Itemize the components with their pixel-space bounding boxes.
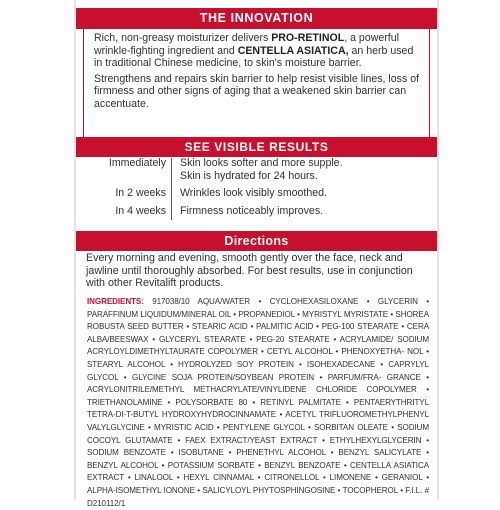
results-what-firmness: Firmness noticeably improves.	[180, 205, 324, 217]
innovation-heading-band	[76, 8, 437, 29]
results-when-immediately: Immediately	[108, 157, 166, 169]
innovation-text: an herb used in traditional Chinese medicine, to skin's moisture barrier.	[94, 44, 414, 70]
innovation-text: Rich, non-greasy moisturizer delivers	[94, 32, 272, 44]
directions-text: Every morning and evening, smooth gently over the face, neck and jawline until thoroughly absorbed. For best results, use in conjunction with other Revitalift products.	[86, 252, 413, 290]
ingredients-text: 917038/10 AQUA/WATER • CYCLOHEXASILOXANE • GLYCERIN • PARAFFINUM LIQUIDUM/MINERAL OIL • PROPANEDIOL • MYRISTYL MYRISTATE • SHOREA ROBUSTA SEED BUTTER • STEARIC ACID • PALMITIC ACID • PEG-100 STEARATE • CERA ALBA/BEESWAX • GLYCERYL STEARATE • PEG-20 STEARATE • ACRYLAMIDE/ SODIUM ACRYLOYLDIMETHYLTAURATE COPOLYMER • CETYL ALCOHOL • PHENOXYETHA- NOL • STEARYL ALCOHOL • HYDROLYZED SOY PROTEIN • ISOHEXADECANE • CAPRYLYL GLYCOL • GLYCINE SOJA PROTEIN/SOYBEAN PROTEIN • PARFUM/FRA- GRANCE • ACRYLONITRILE/METHYL METHACRYLATE/VINYLIDENE CHLORIDE COPOLYMER • TRIETHANOLAMINE • POLYSORBATE 80 • RETINYL PALMITATE • PENTAERYTHRITYL TETRA-DI-T-BUTYL HYDROXYHYDROCINNAMATE • ACETYL TRIFLUOROMETHYLPHENYL VALYLGLYCINE • MYRISTIC ACID • PENTYLENE GLYCOL • SORBITAN OLEATE • SODIUM COCOYL GLUTAMATE • FAEX EXTRACT/YEAST EXTRACT • ETHYLHEXYLGLYCERIN • SODIUM BENZOATE • ISOBUTANE • PHENETHYL ALCOHOL • BENZYL SALICYLATE • BENZYL ALCOHOL • POTASSIUM SORBATE • BENZYL BENZOATE • CENTELLA ASIATICA EXTRACT • LINALOOL • HEXYL CINNAMAL • CITRONELLOL • LIMONENE • GERANIOL • ALPHA-ISOMETHYL IONONE • SALICYLOYL PHYTOSPHINGOSINE • TOCOPHEROL • F.I.L. # D210112/1	[87, 297, 429, 508]
results-what-hydrated: Skin is hydrated for 24 hours.	[180, 170, 318, 182]
ingredients-list	[87, 296, 429, 510]
results-heading: SEE VISIBLE RESULTS	[184, 140, 329, 154]
innovation-box	[83, 29, 430, 142]
results-what-wrinkles: Wrinkles look visibly smoothed.	[180, 187, 327, 199]
results-what-softer: Skin looks softer and more supple.	[180, 157, 343, 169]
directions-heading: Directions	[224, 234, 289, 248]
results-when-4-weeks: In 4 weeks	[115, 205, 166, 217]
centella-text: CENTELLA ASIATICA,	[237, 44, 349, 57]
innovation-text: , a powerful wrinkle-fighting ingredient and	[94, 32, 399, 57]
product-box-panel	[74, 0, 439, 508]
results-heading-band	[76, 137, 437, 157]
directions-heading-band	[76, 231, 437, 251]
innovation-paragraph-2: Strengthens and repairs skin barrier to help resist visible lines, loss of firmness and other signs of aging that a weakened skin barrier can accentuate.	[94, 72, 420, 110]
results-divider	[171, 158, 172, 220]
pro-retinol-text: PRO-RETINOL	[271, 32, 345, 44]
ingredients-label: INGREDIENTS:	[87, 297, 144, 306]
innovation-paragraph-1	[94, 32, 422, 70]
innovation-heading: THE INNOVATION	[199, 11, 314, 25]
results-when-2-weeks: In 2 weeks	[115, 187, 166, 199]
